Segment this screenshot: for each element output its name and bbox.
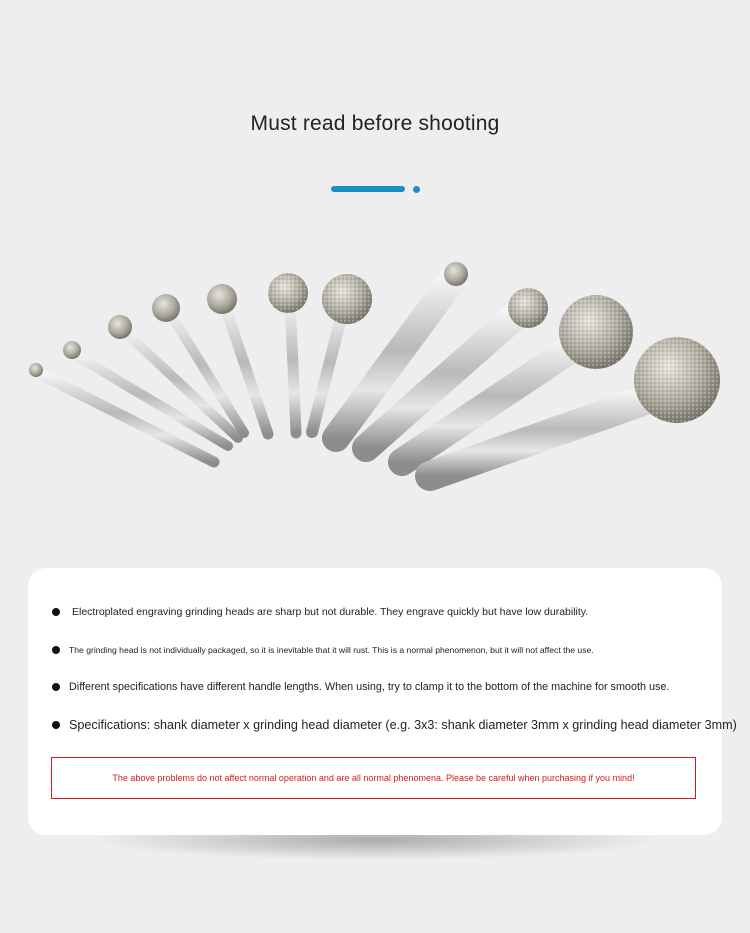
warning-text: The above problems do not affect normal operation and are all normal phenomena. Please be careful when purchasing if you mind! bbox=[112, 773, 635, 783]
product-image bbox=[0, 240, 750, 530]
note-item bbox=[52, 681, 669, 693]
note-item bbox=[52, 645, 594, 655]
title-accent-dot bbox=[413, 186, 420, 193]
note-text: Different specifications have different handle lengths. When using, try to clamp it to the bottom of the machine for smooth use. bbox=[69, 681, 670, 693]
bullet-icon bbox=[52, 646, 60, 654]
bullet-icon bbox=[52, 721, 60, 729]
note-text: The grinding head is not individually packaged, so it is inevitable that it will rust. This is a normal phenomenon, but it will not affect the use. bbox=[69, 645, 594, 655]
note-text: Electroplated engraving grinding heads are sharp but not durable. They engrave quickly but have low durability. bbox=[72, 606, 589, 618]
bullet-icon bbox=[52, 683, 60, 691]
notes-card bbox=[28, 568, 737, 835]
note-text: Specifications: shank diameter x grinding head diameter (e.g. 3x3: shank diameter 3mm x grinding head diameter 3mm) bbox=[69, 718, 737, 732]
title-accent-bar bbox=[331, 186, 405, 192]
note-item bbox=[52, 718, 737, 732]
note-item bbox=[52, 606, 588, 618]
page-title: Must read before shooting bbox=[250, 112, 500, 135]
bullet-icon bbox=[52, 608, 60, 616]
warning-notice bbox=[51, 757, 696, 799]
